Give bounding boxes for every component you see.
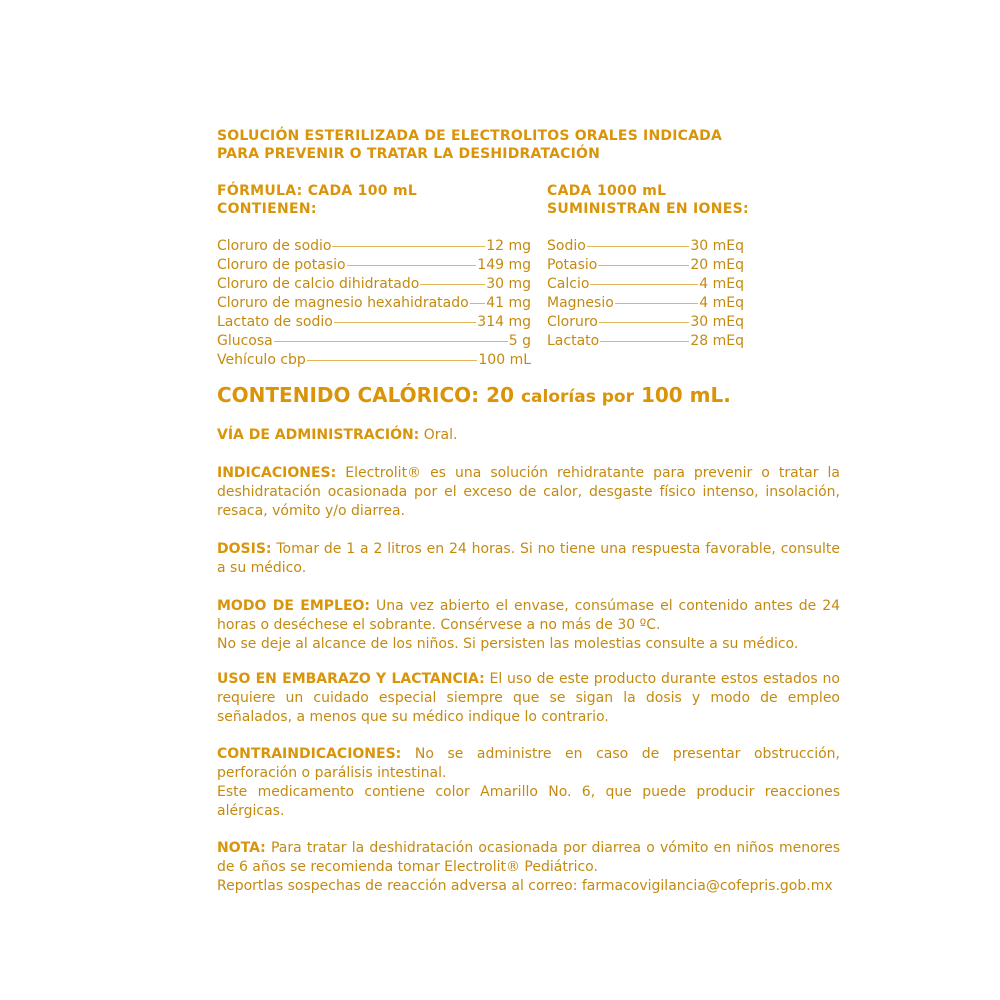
indicaciones-text: Electrolit® es una solución rehidratante para prevenir o tratar la deshidratación ocasionada por el exceso de calor, desgaste físico intenso, insolación, resaca, vómito y/o diarrea. xyxy=(217,465,840,519)
dosis-label: DOSIS: xyxy=(217,541,272,557)
nota-text-2: Reportlas sospechas de reacción adversa al correo: farmacovigilancia@cofepris.gob.mx xyxy=(217,878,833,894)
ion-name: Lactato xyxy=(547,333,600,349)
leader-line xyxy=(600,341,689,342)
via-text: Oral. xyxy=(423,427,458,443)
formula-heading xyxy=(217,182,417,218)
formula-row xyxy=(217,332,531,351)
ions-list xyxy=(547,237,744,351)
embarazo-text: El uso de este producto durante estos estados no requiere un cuidado especial siempre que se sigan la dosis y modo de empleo señalados, a menos que su médico indique lo contrario. xyxy=(217,671,840,725)
ion-row xyxy=(547,294,744,313)
ingredient-name: Cloruro de potasio xyxy=(217,257,346,273)
ions-heading-line-1: CADA 1000 mL xyxy=(547,183,667,199)
section-contraindicaciones xyxy=(217,745,840,821)
ingredient-name: Lactato de sodio xyxy=(217,314,333,330)
contra-text-2: Este medicamento contiene color Amarillo No. 6, que puede producir reacciones alérgicas. xyxy=(217,784,840,819)
contra-text: No se administre en caso de presentar obstrucción, perforación o parálisis intestinal. xyxy=(217,746,840,781)
leader-line xyxy=(307,360,478,361)
ingredient-amount: 5 g xyxy=(508,333,531,349)
ingredient-name: Cloruro de calcio dihidratado xyxy=(217,276,420,292)
ion-amount: 30 mEq xyxy=(690,314,744,330)
ions-heading-line-2: SUMINISTRAN EN IONES: xyxy=(547,201,749,217)
ingredient-amount: 30 mg xyxy=(486,276,531,292)
ion-name: Magnesio xyxy=(547,295,614,311)
leader-line xyxy=(590,284,698,285)
ion-amount: 30 mEq xyxy=(690,238,744,254)
caloric-label: CONTENIDO CALÓRICO: xyxy=(217,383,480,407)
ingredient-amount: 41 mg xyxy=(486,295,531,311)
section-modo xyxy=(217,597,840,654)
ion-row xyxy=(547,237,744,256)
ion-row xyxy=(547,275,744,294)
via-label: VÍA DE ADMINISTRACIÓN: xyxy=(217,427,420,443)
leader-line xyxy=(274,341,508,342)
caloric-amount: 20 xyxy=(486,383,514,407)
section-nota xyxy=(217,839,840,896)
modo-text-2: No se deje al alcance de los niños. Si persisten las molestias consulte a su médico. xyxy=(217,636,799,652)
contra-label: CONTRAINDICACIONES: xyxy=(217,746,402,762)
leader-line xyxy=(334,322,476,323)
leader-line xyxy=(599,322,689,323)
heading-line-2: PARA PREVENIR O TRATAR LA DESHIDRATACIÓN xyxy=(217,146,601,162)
leader-line xyxy=(598,265,689,266)
section-via xyxy=(217,426,840,445)
leader-line xyxy=(420,284,485,285)
caloric-content xyxy=(217,382,731,410)
embarazo-label: USO EN EMBARAZO Y LACTANCIA: xyxy=(217,671,485,687)
indicaciones-label: INDICACIONES: xyxy=(217,465,337,481)
nota-label: NOTA: xyxy=(217,840,266,856)
ion-amount: 4 mEq xyxy=(699,295,744,311)
caloric-unit-text: calorías por xyxy=(520,387,634,407)
nota-text: Para tratar la deshidratación ocasionada por diarrea o vómito en niños menores de 6 años se recomienda tomar Electrolit® Pediátrico. xyxy=(217,840,840,875)
formula-row xyxy=(217,351,531,370)
formula-heading-line-1: FÓRMULA: CADA 100 mL xyxy=(217,183,418,199)
leader-line xyxy=(347,265,477,266)
ion-amount: 4 mEq xyxy=(699,276,744,292)
ion-row xyxy=(547,256,744,275)
formula-list xyxy=(217,237,531,370)
ingredient-name: Vehículo cbp xyxy=(217,352,306,368)
ingredient-amount: 314 mg xyxy=(477,314,531,330)
section-indicaciones xyxy=(217,464,840,521)
formula-row xyxy=(217,237,531,256)
formula-heading-line-2: CONTIENEN: xyxy=(217,201,317,217)
product-heading xyxy=(217,127,837,163)
ion-name: Sodio xyxy=(547,238,586,254)
formula-row xyxy=(217,294,531,313)
formula-row xyxy=(217,256,531,275)
modo-text: Una vez abierto el envase, consúmase el contenido antes de 24 horas o deséchese el sobrante. Consérvese a no más de 30 ºC. xyxy=(217,598,841,633)
modo-label: MODO DE EMPLEO: xyxy=(217,598,371,614)
heading-line-1: SOLUCIÓN ESTERILIZADA DE ELECTROLITOS ORALES INDICADA xyxy=(217,128,722,144)
ingredient-amount: 12 mg xyxy=(486,238,531,254)
leader-line xyxy=(587,246,690,247)
dosis-text: Tomar de 1 a 2 litros en 24 horas. Si no tiene una respuesta favorable, consulte a su médico. xyxy=(217,541,840,576)
ion-name: Calcio xyxy=(547,276,590,292)
ions-heading xyxy=(547,182,749,218)
caloric-per: 100 mL. xyxy=(640,383,731,407)
ingredient-name: Cloruro de sodio xyxy=(217,238,332,254)
ion-amount: 28 mEq xyxy=(690,333,744,349)
ion-amount: 20 mEq xyxy=(690,257,744,273)
ion-name: Potasio xyxy=(547,257,598,273)
ingredient-name: Cloruro de magnesio hexahidratado xyxy=(217,295,469,311)
formula-row xyxy=(217,275,531,294)
ion-name: Cloruro xyxy=(547,314,598,330)
ingredient-name: Glucosa xyxy=(217,333,273,349)
ion-row xyxy=(547,313,744,332)
ingredient-amount: 149 mg xyxy=(477,257,531,273)
ion-row xyxy=(547,332,744,351)
ingredient-amount: 100 mL xyxy=(478,352,531,368)
formula-row xyxy=(217,313,531,332)
leader-line xyxy=(332,246,485,247)
section-dosis xyxy=(217,540,840,578)
leader-line xyxy=(470,303,486,304)
section-embarazo xyxy=(217,670,840,727)
leader-line xyxy=(615,303,698,304)
